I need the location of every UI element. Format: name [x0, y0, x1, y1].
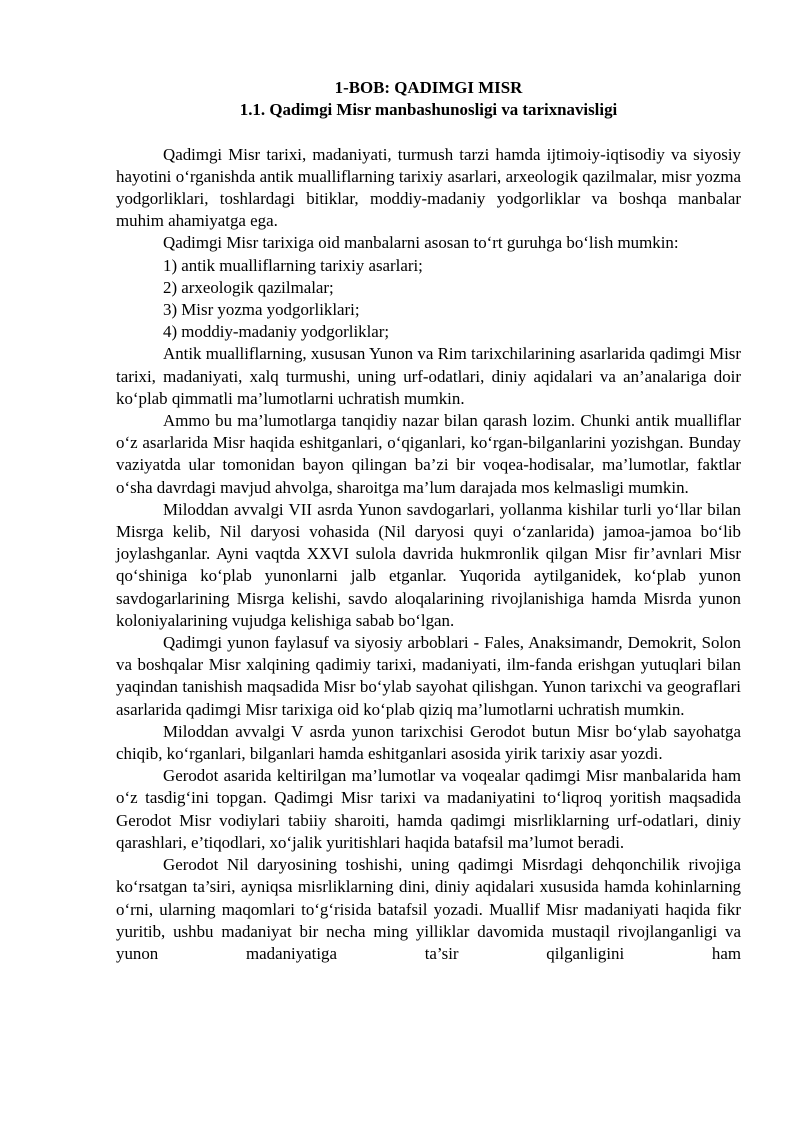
paragraph-critical-view: Ammo bu ma’lumotlarga tanqidiy nazar bilan qarash lozim. Chunki antik mualliflar o‘z asarlarida Misr haqida eshitganlari, o‘qiganlari, ko‘rgan-bilganlarini yozishgan. Bunday vaziyatda ular tomonidan bayon qilingan ba’zi bir voqea-hodisalar, ma’lumotlar, faktlar o‘sha davrdagi mavjud ahvolga, sharoitga ma’lum darajada mos kelmasligi mumkin.: [116, 411, 741, 497]
list-item-3: 3) Misr yozma yodgorliklari;: [163, 300, 360, 320]
paragraph-greek-traders: Miloddan avvalgi VII asrda Yunon savdogarlari, yollanma kishilar turli yo‘llar bilan Misrga kelib, Nil daryosi vohasida (Nil daryosi quyi o‘zanlarida) jamoa-jamoa bo‘lib joylashganlar. Ayni vaqtda XXVI sulola davrida hukmronlik qilgan Misr fir’avnlari Misr qo‘shiniga ko‘plab yunonlarni jalb etganlar. Yuqorida aytilganidek, ko‘plab yunon savdogarlarining Misrga kelishi, savdo aloqalarining rivojlanishiga hamda Misrda yunon koloniyalarining vujudga kelishiga sabab bo‘lgan.: [116, 499, 741, 630]
paragraph-greek-philosophers: Qadimgi yunon faylasuf va siyosiy arboblari - Fales, Anaksimandr, Demokrit, Solon va boshqalar Misr xalqining qadimiy tarixi, madaniyati, ilm-fanda erishgan yutuqlari bilan yaqindan tanishish maqsadida Misr bo‘ylab sayohat qilishgan. Yunon tarixchi va geograflari asarlarida qadimgi Misr tarixiga oid ko‘plab qiziq ma’lumotlarni uchratish mumkin.: [116, 633, 741, 719]
list-item-4: 4) moddiy-madaniy yodgorliklar;: [163, 322, 390, 342]
paragraph-antique-authors: Antik mualliflarning, xususan Yunon va Rim tarixchilarining asarlarida qadimgi Misr tarixi, madaniyati, xalq turmushi, uning urf-odatlari, diniy aqidalari va an’analariga doir ko‘plab qimmatli ma’lumotlarni uchratish mumkin.: [116, 344, 741, 408]
paragraph-herodotus-work: Gerodot asarida keltirilgan ma’lumotlar va voqealar qadimgi Misr manbalarida ham o‘z tasdig‘ini topgan. Qadimgi Misr tarixi va madaniyatini to‘liqroq yoritish maqsadida Gerodot Misr vodiylari tabiiy sharoiti, hamda qadimgi misrliklarning urf-odatlari, diniy qarashlari, e’tiqodlari, xo‘jalik yuritishlari haqida batafsil ma’lumot beradi.: [116, 766, 741, 852]
title-spacer: [116, 121, 741, 143]
document-page: [116, 77, 741, 965]
list-item-1: 1) antik mualliflarning tarixiy asarlari;: [163, 255, 423, 275]
paragraph-groups-intro: Qadimgi Misr tarixiga oid manbalarni asosan to‘rt guruhga bo‘lish mumkin:: [163, 233, 679, 253]
chapter-title: 1-BOB: QADIMGI MISR: [334, 78, 523, 97]
list-item-2: 2) arxeologik qazilmalar;: [163, 277, 334, 297]
paragraph-herodotus-nile: Gerodot Nil daryosining toshishi, uning qadimgi Misrdagi dehqonchilik rivojiga ko‘rsatgan ta’siri, ayniqsa misrliklarning dini, diniy aqidalari xususida hamda kohinlarning o‘rni, ularning maqomlari to‘g‘risida batafsil yozadi. Muallif Misr madaniyati haqida fikr yuritib, ushbu madaniyat bir necha ming yilliklar davomida mustaqil rivojlanganligi va yunon madaniyatiga ta’sir qilganligini ham: [116, 855, 741, 963]
paragraph-intro: Qadimgi Misr tarixi, madaniyati, turmush tarzi hamda ijtimoiy-iqtisodiy va siyosiy hayotini o‘rganishda antik mualliflarning tarixiy asarlari, arxeologik qazilmalar, misr yozma yodgorliklari, toshlardagi bitiklar, moddiy-madaniy yodgorliklar va boshqa manbalar muhim ahamiyatga ega.: [116, 144, 741, 231]
paragraph-herodotus-travel: Miloddan avvalgi V asrda yunon tarixchisi Gerodot butun Misr bo‘ylab sayohatga chiqib, ko‘rganlari, bilganlari hamda eshitganlari asosida yirik tarixiy asar yozdi.: [116, 721, 741, 764]
section-title: 1.1. Qadimgi Misr manbashunosligi va tarixnavisligi: [239, 100, 618, 120]
